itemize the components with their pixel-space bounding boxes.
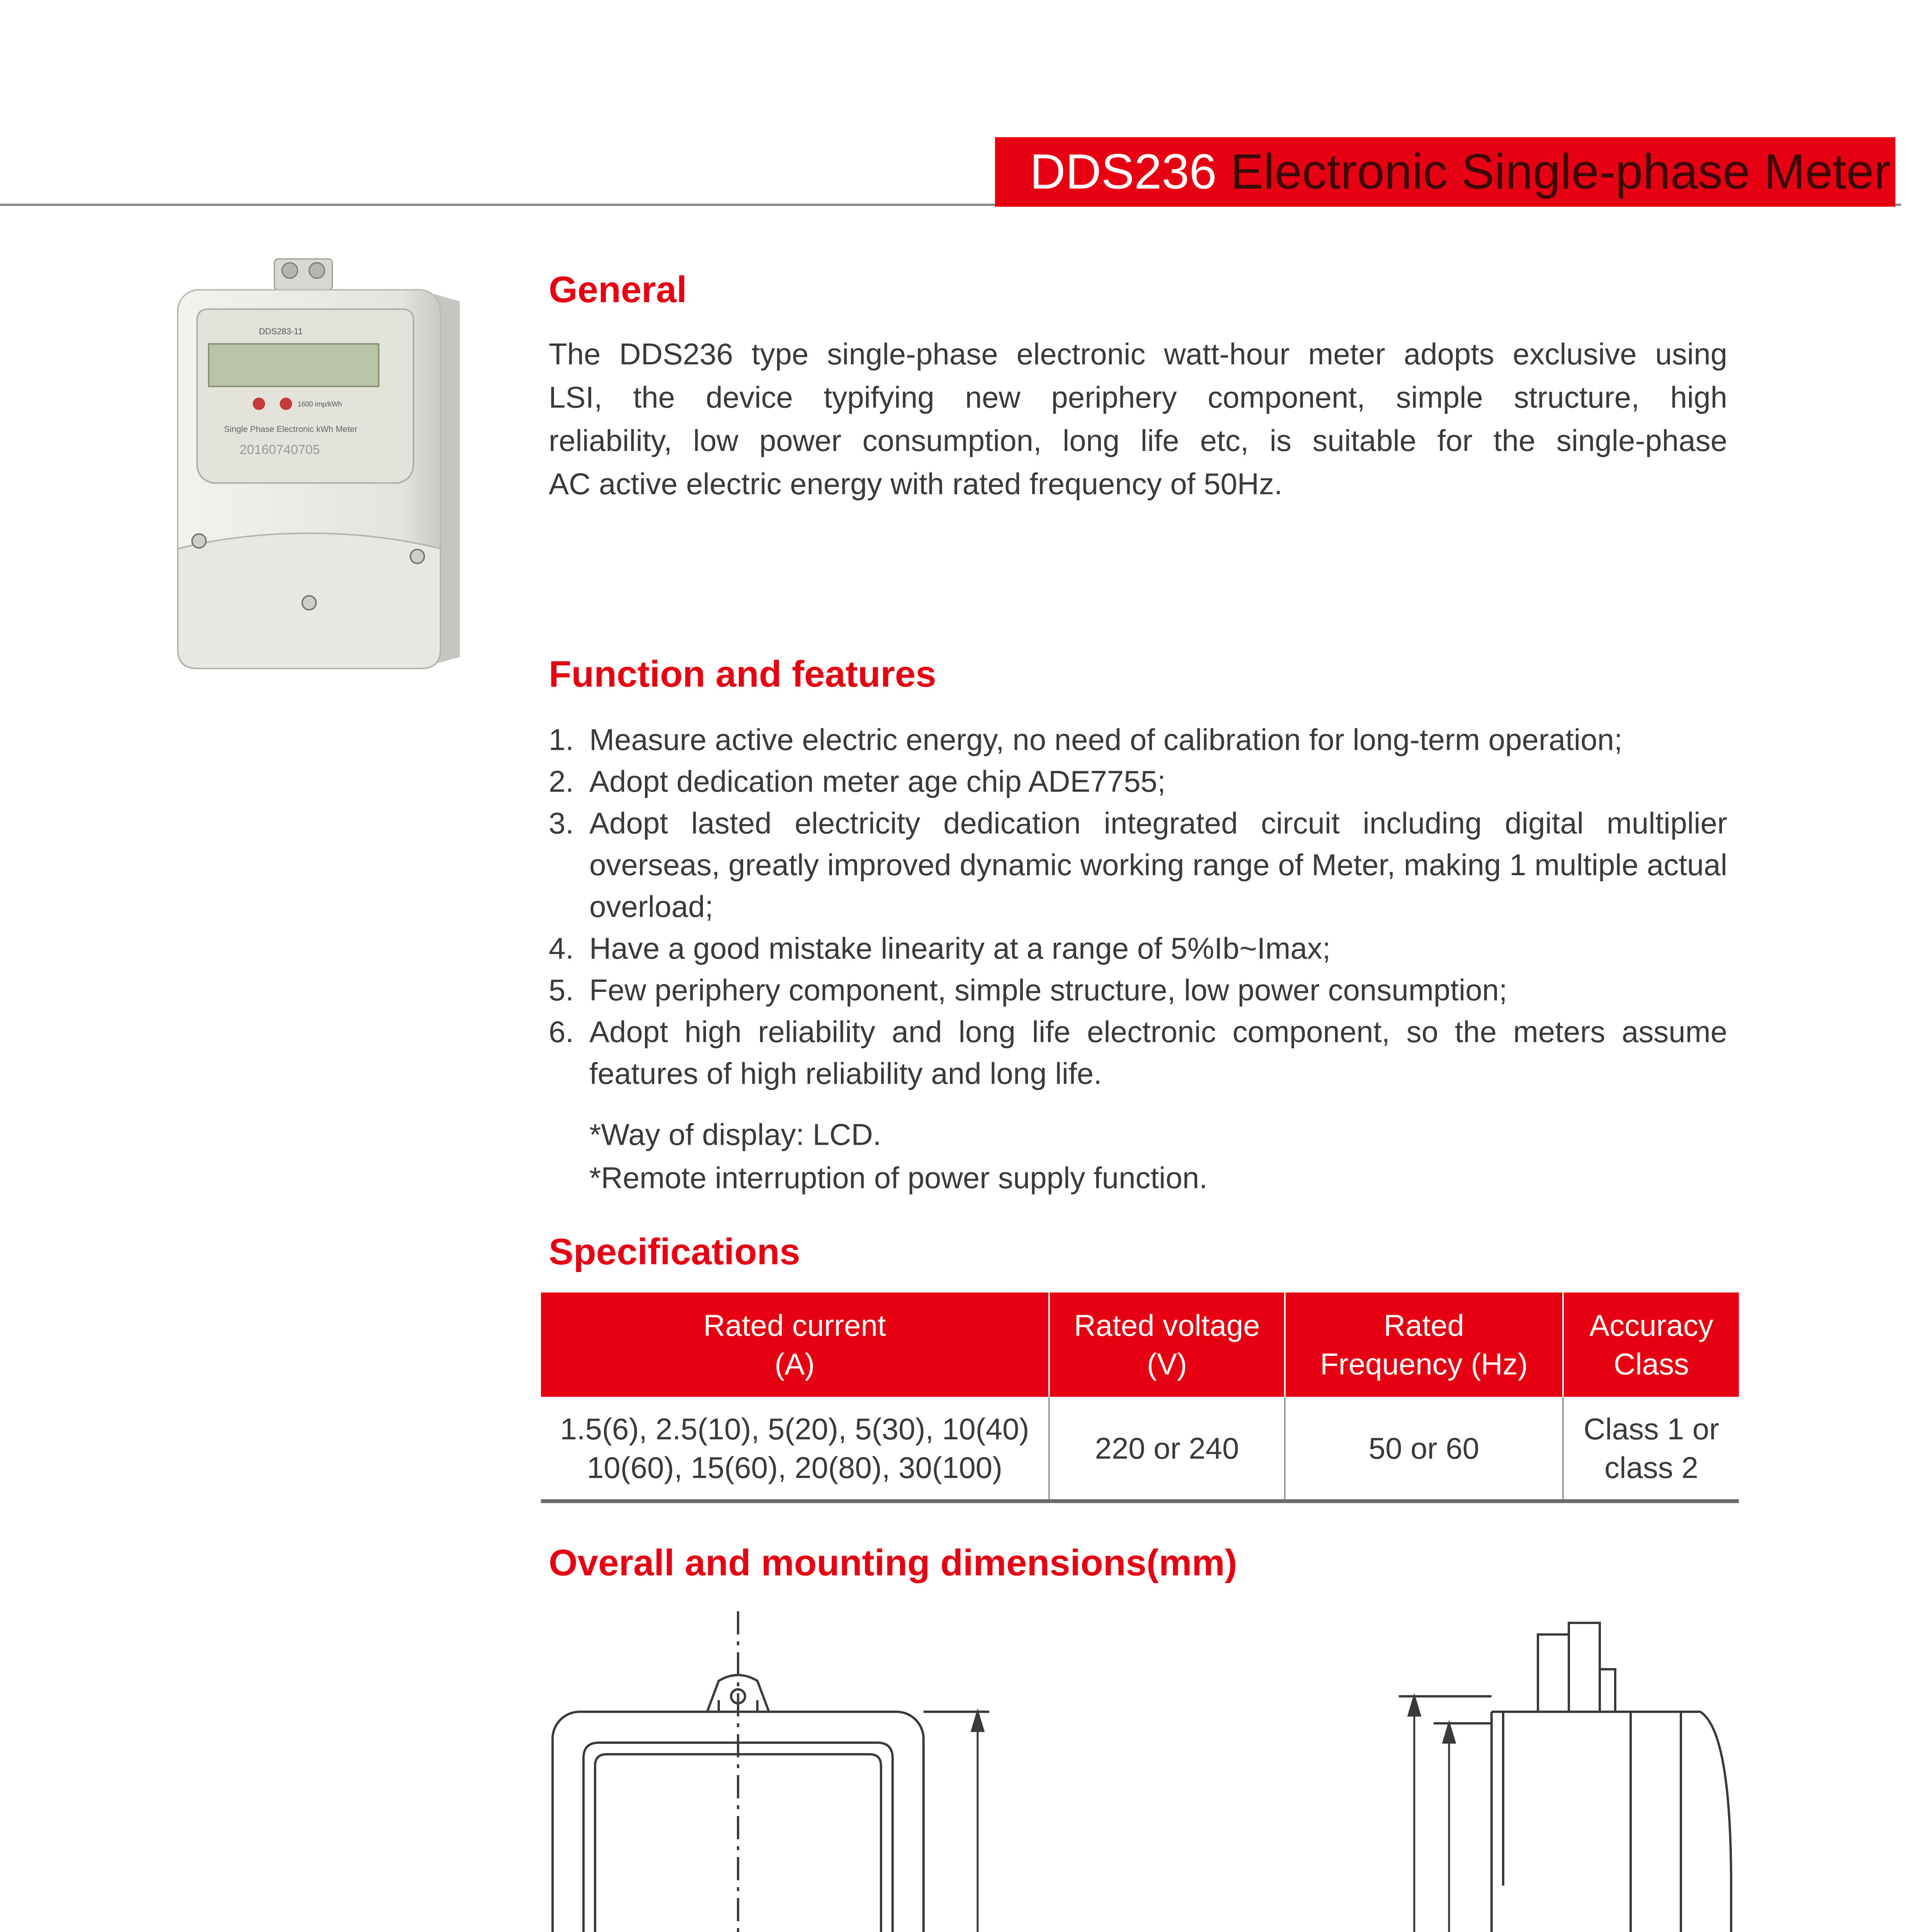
cell-line: class 2 xyxy=(1604,1450,1698,1485)
general-paragraph xyxy=(549,332,1727,505)
list-item xyxy=(549,927,1727,969)
table-header-row xyxy=(541,1293,1739,1397)
title-rest: Electronic Single-phase Meter xyxy=(1230,144,1890,199)
photo-serial: 20160740705 xyxy=(240,442,320,457)
table-row xyxy=(541,1397,1739,1501)
specifications-heading: Specifications xyxy=(549,1231,800,1272)
cell-line: 1.5(6), 2.5(10), 5(20), 5(30), 10(40) xyxy=(560,1412,1029,1446)
general-line-4: AC active electric energy with rated frequency of 50Hz. xyxy=(549,467,1283,501)
electricity-meter-photo xyxy=(162,247,479,676)
header-line: Rated voltage xyxy=(1074,1308,1260,1342)
front-view-drawing xyxy=(541,1604,1043,1932)
title-model: DDS236 xyxy=(1030,144,1217,199)
photo-lcd-label: DDS283-11 xyxy=(259,327,303,336)
list-number: 5. xyxy=(549,973,574,1007)
side-view-drawing xyxy=(1364,1615,1770,1932)
header-line: Accuracy xyxy=(1589,1308,1713,1342)
general-line-2: LSI, the device typifying new periphery component, simple structure, high xyxy=(549,380,1727,414)
photo-nameplate: Single Phase Electronic kWh Meter xyxy=(224,424,357,434)
list-text: Have a good mistake linearity at a range of 5%Ib~Imax; xyxy=(589,931,1331,965)
cell-line: Class 1 or xyxy=(1583,1412,1720,1446)
general-heading: General xyxy=(549,269,687,310)
cell-frequency: 50 or 60 xyxy=(1285,1397,1563,1501)
note-display: *Way of display: LCD. xyxy=(589,1117,881,1151)
general-line-1: The DDS236 type single-phase electronic watt-hour meter adopts exclusive using xyxy=(549,337,1727,371)
header-unit: (V) xyxy=(1147,1347,1187,1381)
note-remote: *Remote interruption of power supply function. xyxy=(589,1161,1208,1195)
header-unit: Class xyxy=(1613,1347,1689,1381)
cell-line: 10(60), 15(60), 20(80), 30(100) xyxy=(587,1450,1003,1485)
list-number: 6. xyxy=(549,1015,574,1049)
column-header-accuracy xyxy=(1563,1293,1739,1397)
list-item xyxy=(549,802,1727,927)
list-text: Adopt lasted electricity dedication integrated circuit including digital multiplier overseas, greatly improved dynamic working range of Meter, making 1 multiple actual overload; xyxy=(589,806,1727,923)
column-header-voltage xyxy=(1049,1293,1285,1397)
list-number: 4. xyxy=(549,931,574,965)
list-text: Few periphery component, simple structure, low power consumption; xyxy=(589,973,1507,1007)
list-number: 1. xyxy=(549,723,574,757)
list-text: Adopt dedication meter age chip ADE7755; xyxy=(589,764,1166,798)
list-number: 2. xyxy=(549,764,574,798)
svg-text:1600 imp/kWh: 1600 imp/kWh xyxy=(298,400,342,408)
column-header-current xyxy=(541,1293,1049,1397)
cell-current xyxy=(541,1397,1049,1501)
list-number: 3. xyxy=(549,806,574,840)
header-unit: (A) xyxy=(774,1347,815,1381)
header-line: Rated current xyxy=(703,1308,886,1342)
specifications-table xyxy=(541,1293,1739,1503)
features-list xyxy=(549,719,1727,1094)
list-item xyxy=(549,969,1727,1011)
header-line: Rated xyxy=(1383,1308,1465,1342)
feature-notes xyxy=(589,1113,1208,1199)
list-item xyxy=(549,1011,1727,1094)
list-text: Adopt high reliability and long life electronic component, so the meters assume features of high reliability and long life. xyxy=(589,1015,1727,1090)
dimensions-heading: Overall and mounting dimensions(mm) xyxy=(549,1542,1237,1583)
list-item xyxy=(549,760,1727,802)
cell-accuracy xyxy=(1563,1397,1739,1501)
list-text: Measure active electric energy, no need of calibration for long-term operation; xyxy=(589,723,1623,757)
cell-voltage: 220 or 240 xyxy=(1049,1397,1285,1501)
list-item xyxy=(549,719,1727,760)
general-line-3: reliability, low power consumption, long life etc, is suitable for the single-phase xyxy=(549,423,1727,457)
header-unit: Frequency (Hz) xyxy=(1320,1347,1528,1381)
column-header-frequency xyxy=(1285,1293,1563,1397)
page-title xyxy=(995,137,1895,207)
features-heading: Function and features xyxy=(549,653,936,695)
